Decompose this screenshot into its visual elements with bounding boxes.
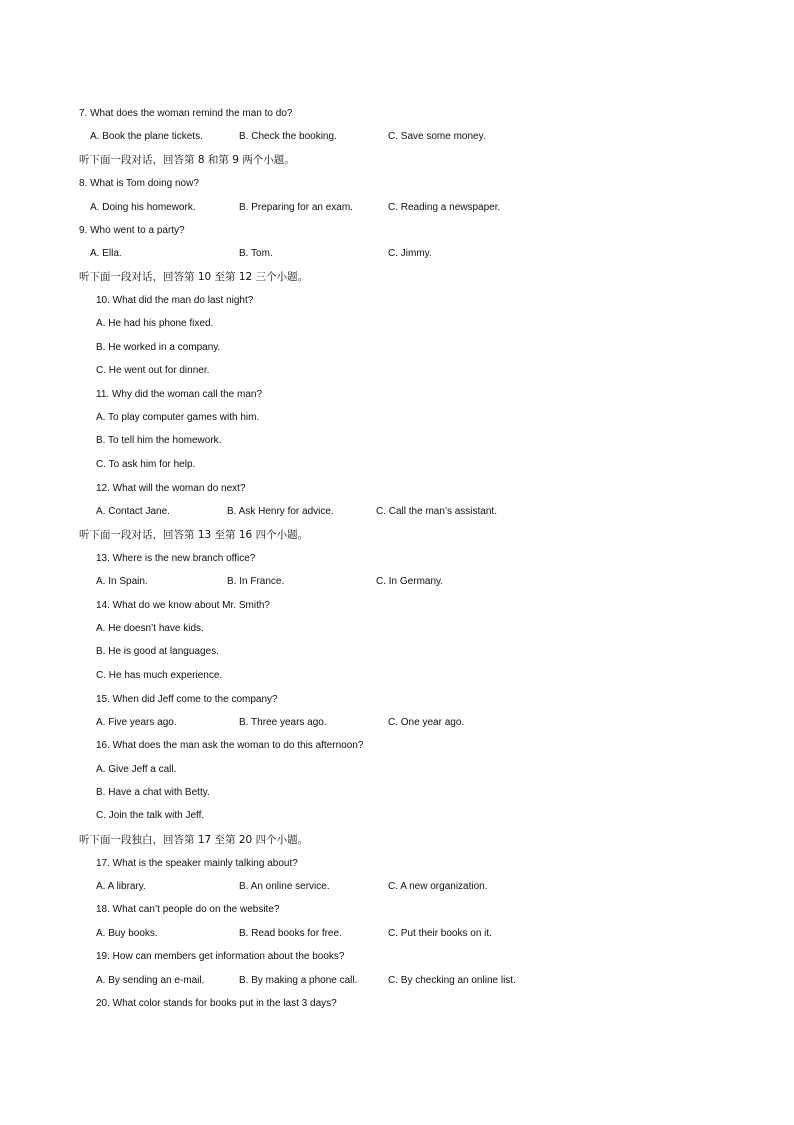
section-instruction: 听下面一段独白，回答第 17 至第 20 四个小题。 — [79, 834, 309, 846]
answer-option: B. Preparing for an exam. — [239, 202, 353, 213]
answer-option: A. Ella. — [90, 248, 122, 259]
answer-option: B. Read books for free. — [239, 928, 342, 939]
answer-option: A. Contact Jane. — [96, 506, 170, 517]
answer-option: B. He worked in a company. — [96, 342, 221, 353]
answer-option: A. He had his phone fixed. — [96, 318, 214, 329]
question-text: 10. What did the man do last night? — [96, 295, 254, 306]
answer-option: B. Have a chat with Betty. — [96, 787, 210, 798]
question-text: 20. What color stands for books put in the last 3 days? — [96, 998, 337, 1009]
answer-option: A. Give Jeff a call. — [96, 764, 177, 775]
answer-option: C. One year ago. — [388, 717, 465, 728]
question-text: 8. What is Tom doing now? — [79, 178, 199, 189]
section-instruction: 听下面一段对话，回答第 10 至第 12 三个小题。 — [79, 271, 309, 283]
answer-option: C. He went out for dinner. — [96, 365, 210, 376]
answer-option: A. Book the plane tickets. — [90, 131, 203, 142]
answer-option: C. Join the talk with Jeff. — [96, 810, 205, 821]
answer-option: B. He is good at languages. — [96, 646, 219, 657]
answer-option: A. Buy books. — [96, 928, 158, 939]
answer-option: C. Save some money. — [388, 131, 486, 142]
answer-option: C. In Germany. — [376, 576, 444, 587]
answer-option: A. To play computer games with him. — [96, 412, 260, 423]
question-text: 19. How can members get information about the books? — [96, 951, 345, 962]
answer-option: B. Tom. — [239, 248, 273, 259]
answer-option: B. Ask Henry for advice. — [227, 506, 334, 517]
answer-option: B. Three years ago. — [239, 717, 327, 728]
question-text: 7. What does the woman remind the man to do? — [79, 108, 293, 119]
section-instruction: 听下面一段对话，回答第 13 至第 16 四个小题。 — [79, 529, 309, 541]
question-text: 9. Who went to a party? — [79, 225, 185, 236]
answer-option: B. An online service. — [239, 881, 330, 892]
question-text: 13. Where is the new branch office? — [96, 553, 256, 564]
answer-option: B. To tell him the homework. — [96, 435, 222, 446]
question-text: 16. What does the man ask the woman to do this afternoon? — [96, 740, 364, 751]
answer-option: C. Call the man’s assistant. — [376, 506, 497, 517]
answer-option: C. Reading a newspaper. — [388, 202, 501, 213]
answer-option: C. Put their books on it. — [388, 928, 492, 939]
answer-option: A. A library. — [96, 881, 146, 892]
question-text: 17. What is the speaker mainly talking about? — [96, 858, 298, 869]
question-text: 12. What will the woman do next? — [96, 483, 246, 494]
answer-option: C. By checking an online list. — [388, 975, 516, 986]
answer-option: C. A new organization. — [388, 881, 488, 892]
answer-option: B. Check the booking. — [239, 131, 337, 142]
answer-option: B. By making a phone call. — [239, 975, 358, 986]
answer-option: A. He doesn’t have kids. — [96, 623, 204, 634]
answer-option: C. He has much experience. — [96, 670, 223, 681]
answer-option: A. Five years ago. — [96, 717, 177, 728]
answer-option: B. In France. — [227, 576, 285, 587]
answer-option: A. Doing his homework. — [90, 202, 196, 213]
answer-option: C. To ask him for help. — [96, 459, 196, 470]
answer-option: C. Jimmy. — [388, 248, 432, 259]
answer-option: A. In Spain. — [96, 576, 148, 587]
question-text: 18. What can’t people do on the website? — [96, 904, 280, 915]
question-text: 14. What do we know about Mr. Smith? — [96, 600, 270, 611]
section-instruction: 听下面一段对话，回答第 8 和第 9 两个小题。 — [79, 154, 295, 166]
question-text: 15. When did Jeff come to the company? — [96, 694, 278, 705]
question-text: 11. Why did the woman call the man? — [96, 389, 263, 400]
answer-option: A. By sending an e-mail. — [96, 975, 205, 986]
